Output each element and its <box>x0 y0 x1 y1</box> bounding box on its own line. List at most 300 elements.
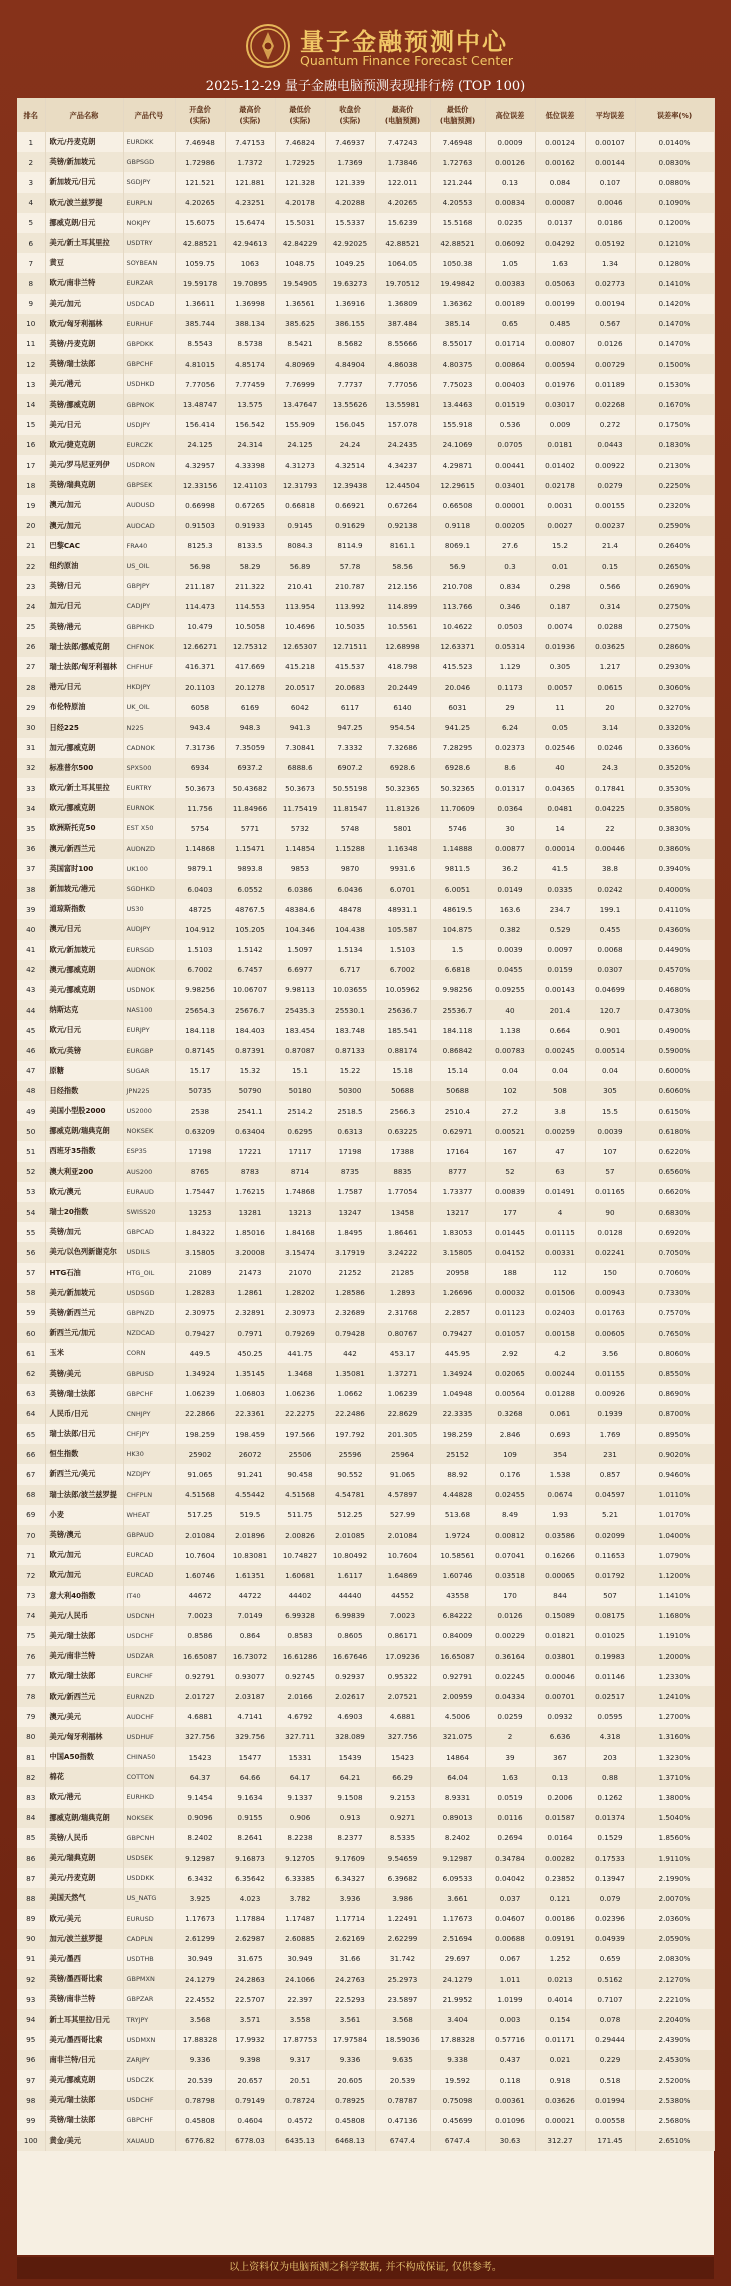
value-cell: 0.3520% <box>635 758 714 778</box>
value-cell: 0.00864 <box>485 354 535 374</box>
value-cell: 2518.5 <box>325 1101 375 1121</box>
value-cell: 6042 <box>275 697 325 717</box>
table-row <box>17 818 714 838</box>
value-cell: 0.01096 <box>485 2110 535 2130</box>
value-cell: 199.1 <box>585 899 635 919</box>
value-cell: 0.1090% <box>635 193 714 213</box>
value-cell: 6.35642 <box>225 1868 275 1888</box>
value-cell: 1.2410% <box>635 1686 714 1706</box>
value-cell: 22.5293 <box>325 1989 375 2009</box>
value-cell: 0.02065 <box>485 1363 535 1383</box>
value-cell: 4.6792 <box>275 1707 325 1727</box>
value-cell: 5801 <box>375 818 430 838</box>
product-code-cell: SUGAR <box>123 1061 175 1081</box>
value-cell: 27.6 <box>485 536 535 556</box>
value-cell: 0.834 <box>485 576 535 596</box>
value-cell: 50790 <box>225 1081 275 1101</box>
value-cell: 0.66921 <box>325 495 375 515</box>
value-cell: 15.5168 <box>430 213 485 233</box>
value-cell: 8.5738 <box>225 334 275 354</box>
value-cell: 1.84168 <box>275 1222 325 1242</box>
value-cell: 0.00729 <box>585 354 635 374</box>
product-code-cell: NZDJPY <box>123 1464 175 1484</box>
value-cell: 8.6 <box>485 758 535 778</box>
value-cell: 24.125 <box>175 435 225 455</box>
rank-cell: 1 <box>17 132 45 152</box>
value-cell: 0.92791 <box>175 1666 225 1686</box>
value-cell: 25902 <box>175 1444 225 1464</box>
value-cell: 1.36362 <box>430 294 485 314</box>
value-cell: 7.77459 <box>225 374 275 394</box>
rank-cell: 68 <box>17 1485 45 1505</box>
value-cell: 3.661 <box>430 1888 485 1908</box>
value-cell: 0.7060% <box>635 1263 714 1283</box>
product-name-cell: 英镑/人民币 <box>45 1828 123 1848</box>
value-cell: 6468.13 <box>325 2131 375 2151</box>
product-code-cell: EURSGD <box>123 940 175 960</box>
product-name-cell: 澳元/日元 <box>45 919 123 939</box>
value-cell: 1.60746 <box>430 1565 485 1585</box>
value-cell: 0.0128 <box>585 1222 635 1242</box>
value-cell: 1.73846 <box>375 152 430 172</box>
value-cell: 2.32689 <box>325 1303 375 1323</box>
product-code-cell: USDHKD <box>123 374 175 394</box>
product-code-cell: GBPHKD <box>123 617 175 637</box>
value-cell: 1.75447 <box>175 1182 225 1202</box>
value-cell: 8.5543 <box>175 334 225 354</box>
table-row <box>17 1969 714 1989</box>
product-name-cell: 日经指数 <box>45 1081 123 1101</box>
product-code-cell: JPN225 <box>123 1081 175 1101</box>
product-code-cell: CADPLN <box>123 1929 175 1949</box>
value-cell: 21.4 <box>585 536 635 556</box>
value-cell: 0.63209 <box>175 1121 225 1141</box>
rank-cell: 17 <box>17 455 45 475</box>
value-cell: 0.1939 <box>585 1404 635 1424</box>
value-cell: 0.2650% <box>635 556 714 576</box>
table-row <box>17 1868 714 1888</box>
value-cell: 0.0057 <box>535 677 585 697</box>
value-cell: 0.04 <box>585 1061 635 1081</box>
value-cell: 9.16873 <box>225 1848 275 1868</box>
value-cell: 12.71511 <box>325 637 375 657</box>
value-cell: 2.62169 <box>325 1929 375 1949</box>
value-cell: 9.17609 <box>325 1848 375 1868</box>
value-cell: 0.01189 <box>585 374 635 394</box>
value-cell: 15.2 <box>535 536 585 556</box>
column-header: 最低价 (实际) <box>275 98 325 132</box>
value-cell: 50.32365 <box>375 778 430 798</box>
column-header: 低位误差 <box>535 98 585 132</box>
value-cell: 0.6060% <box>635 1081 714 1101</box>
value-cell: 0.664 <box>535 1020 585 1040</box>
product-name-cell: 恒生指数 <box>45 1444 123 1464</box>
rank-cell: 64 <box>17 1404 45 1424</box>
value-cell: 0.4014 <box>535 1989 585 2009</box>
value-cell: 90.552 <box>325 1464 375 1484</box>
value-cell: 91.065 <box>175 1464 225 1484</box>
value-cell: 0.3060% <box>635 677 714 697</box>
value-cell: 0.298 <box>535 576 585 596</box>
value-cell: 10.74827 <box>275 1545 325 1565</box>
table-row <box>17 2110 714 2130</box>
value-cell: 0.00812 <box>485 1525 535 1545</box>
value-cell: 0.0595 <box>585 1707 635 1727</box>
value-cell: 43558 <box>430 1586 485 1606</box>
value-cell: 0.02773 <box>585 273 635 293</box>
value-cell: 948.3 <box>225 717 275 737</box>
table-row <box>17 778 714 798</box>
product-code-cell: EURCHF <box>123 1666 175 1686</box>
product-name-cell: 西班牙35指数 <box>45 1141 123 1161</box>
product-code-cell: USDCZK <box>123 2070 175 2090</box>
value-cell: 0.01936 <box>535 637 585 657</box>
value-cell: 4.318 <box>585 1727 635 1747</box>
product-code-cell: GBPJPY <box>123 576 175 596</box>
value-cell: 42.94613 <box>225 233 275 253</box>
product-code-cell: USDCAD <box>123 294 175 314</box>
value-cell: 0.6830% <box>635 1202 714 1222</box>
value-cell: 1.35081 <box>325 1363 375 1383</box>
value-cell: 0.00087 <box>535 193 585 213</box>
value-cell: 0.04225 <box>585 798 635 818</box>
value-cell: 10.58561 <box>430 1545 485 1565</box>
product-code-cell: ESP35 <box>123 1141 175 1161</box>
value-cell: 385.14 <box>430 314 485 334</box>
value-cell: 50.43682 <box>225 778 275 798</box>
product-name-cell: 瑞士法郎/挪威克朗 <box>45 637 123 657</box>
rank-cell: 10 <box>17 314 45 334</box>
value-cell: 6.34327 <box>325 1868 375 1888</box>
value-cell: 48478 <box>325 899 375 919</box>
value-cell: 0.00514 <box>585 1040 635 1060</box>
value-cell: 327.756 <box>175 1727 225 1747</box>
rank-cell: 60 <box>17 1323 45 1343</box>
rank-cell: 8 <box>17 273 45 293</box>
value-cell: 1.7369 <box>325 152 375 172</box>
product-name-cell: 英镑/南非兰特 <box>45 1989 123 2009</box>
value-cell: 0.89013 <box>430 1808 485 1828</box>
value-cell: 13.48747 <box>175 394 225 414</box>
value-cell: 0.66818 <box>275 495 325 515</box>
value-cell: 0.03801 <box>535 1646 585 1666</box>
product-code-cell: EURCAD <box>123 1545 175 1565</box>
value-cell: 1.77054 <box>375 1182 430 1202</box>
product-name-cell: 欧元/澳元 <box>45 1182 123 1202</box>
value-cell: 0.63225 <box>375 1121 430 1141</box>
product-code-cell: USDMXN <box>123 2030 175 2050</box>
table-row <box>17 1444 714 1464</box>
value-cell: 0.34784 <box>485 1848 535 1868</box>
rank-cell: 80 <box>17 1727 45 1747</box>
value-cell: 1.15288 <box>325 839 375 859</box>
value-cell: 42.92025 <box>325 233 375 253</box>
rank-cell: 6 <box>17 233 45 253</box>
value-cell: 1.06803 <box>225 1384 275 1404</box>
value-cell: 198.259 <box>175 1424 225 1444</box>
product-name-cell: 欧元/加元 <box>45 1545 123 1565</box>
value-cell: 1.93 <box>535 1505 585 1525</box>
value-cell: 9.336 <box>325 2050 375 2070</box>
product-code-cell: EURPLN <box>123 193 175 213</box>
value-cell: 48725 <box>175 899 225 919</box>
value-cell: 10.06707 <box>225 980 275 1000</box>
table-row <box>17 2090 714 2110</box>
value-cell: 17.88328 <box>430 2030 485 2050</box>
value-cell: 29 <box>485 697 535 717</box>
value-cell: 40 <box>485 1000 535 1020</box>
value-cell: 7.46948 <box>430 132 485 152</box>
value-cell: 15.22 <box>325 1061 375 1081</box>
value-cell: 4.7141 <box>225 1707 275 1727</box>
value-cell: 56.98 <box>175 556 225 576</box>
value-cell: 0.8550% <box>635 1363 714 1383</box>
value-cell: 0.02455 <box>485 1485 535 1505</box>
table-row <box>17 455 714 475</box>
value-cell: 177 <box>485 1202 535 1222</box>
value-cell: 0.0097 <box>535 940 585 960</box>
value-cell: 30 <box>485 818 535 838</box>
value-cell: 6058 <box>175 697 225 717</box>
column-header: 收盘价 (实际) <box>325 98 375 132</box>
value-cell: 3.14 <box>585 717 635 737</box>
value-cell: 0.0126 <box>585 334 635 354</box>
value-cell: 17.09236 <box>375 1646 430 1666</box>
value-cell: 6.24 <box>485 717 535 737</box>
rank-cell: 66 <box>17 1444 45 1464</box>
value-cell: 0.04334 <box>485 1686 535 1706</box>
value-cell: 6747.4 <box>375 2131 430 2151</box>
value-cell: 0.3580% <box>635 798 714 818</box>
value-cell: 1.60746 <box>175 1565 225 1585</box>
rank-cell: 92 <box>17 1969 45 1989</box>
value-cell: 2.62987 <box>225 1929 275 1949</box>
value-cell: 0.45808 <box>175 2110 225 2130</box>
rank-cell: 24 <box>17 596 45 616</box>
value-cell: 354 <box>535 1444 585 1464</box>
value-cell: 6776.82 <box>175 2131 225 2151</box>
value-cell: 8.2641 <box>225 1828 275 1848</box>
value-cell: 0.13 <box>485 172 535 192</box>
rank-cell: 23 <box>17 576 45 596</box>
value-cell: 64.37 <box>175 1767 225 1787</box>
value-cell: 1.72925 <box>275 152 325 172</box>
value-cell: 2.01896 <box>225 1525 275 1545</box>
rank-cell: 85 <box>17 1828 45 1848</box>
value-cell: 5771 <box>225 818 275 838</box>
value-cell: 3.936 <box>325 1888 375 1908</box>
value-cell: 0.01123 <box>485 1303 535 1323</box>
value-cell: 0.4572 <box>275 2110 325 2130</box>
value-cell: 0.00361 <box>485 2090 535 2110</box>
value-cell: 0.9271 <box>375 1808 430 1828</box>
value-cell: 4.6881 <box>175 1707 225 1727</box>
value-cell: 6169 <box>225 697 275 717</box>
value-cell: 0.05 <box>535 717 585 737</box>
value-cell: 415.218 <box>275 657 325 677</box>
value-cell: 48619.5 <box>430 899 485 919</box>
value-cell: 18.59036 <box>375 2030 430 2050</box>
brand-name-en: Quantum Finance Forecast Center <box>300 53 514 68</box>
value-cell: 10.479 <box>175 617 225 637</box>
value-cell: 8765 <box>175 1162 225 1182</box>
value-cell: 0.04042 <box>485 1868 535 1888</box>
value-cell: 0.437 <box>485 2050 535 2070</box>
value-cell: 0.9460% <box>635 1464 714 1484</box>
value-cell: 327.756 <box>375 1727 430 1747</box>
table-row <box>17 1707 714 1727</box>
rank-cell: 79 <box>17 1707 45 1727</box>
rank-cell: 59 <box>17 1303 45 1323</box>
value-cell: 8.2402 <box>430 1828 485 1848</box>
product-name-cell: 欧元/美元 <box>45 1909 123 1929</box>
value-cell: 3.404 <box>430 2009 485 2029</box>
value-cell: 0.00877 <box>485 839 535 859</box>
value-cell: 6.99839 <box>325 1606 375 1626</box>
value-cell: 14864 <box>430 1747 485 1767</box>
value-cell: 0.01994 <box>585 2090 635 2110</box>
value-cell: 8114.9 <box>325 536 375 556</box>
value-cell: 0.03626 <box>535 2090 585 2110</box>
value-cell: 0.229 <box>585 2050 635 2070</box>
value-cell: 198.459 <box>225 1424 275 1444</box>
value-cell: 3.561 <box>325 2009 375 2029</box>
value-cell: 25536.7 <box>430 1000 485 1020</box>
product-name-cell: 英镑/新加坡元 <box>45 152 123 172</box>
value-cell: 0.1200% <box>635 213 714 233</box>
value-cell: 21285 <box>375 1263 430 1283</box>
value-cell: 0.79427 <box>430 1323 485 1343</box>
value-cell: 0.0481 <box>535 798 585 818</box>
value-cell: 11.84966 <box>225 798 275 818</box>
value-cell: 1.129 <box>485 657 535 677</box>
value-cell: 157.078 <box>375 415 430 435</box>
value-cell: 0.8586 <box>175 1626 225 1646</box>
value-cell: 0.00783 <box>485 1040 535 1060</box>
value-cell: 1.74868 <box>275 1182 325 1202</box>
value-cell: 167 <box>485 1141 535 1161</box>
table-row <box>17 374 714 394</box>
value-cell: 19.63273 <box>325 273 375 293</box>
value-cell: 4.2 <box>535 1343 585 1363</box>
value-cell: 150 <box>585 1263 635 1283</box>
value-cell: 16.73072 <box>225 1646 275 1666</box>
table-row <box>17 1929 714 1949</box>
product-code-cell: SWISS20 <box>123 1202 175 1222</box>
product-name-cell: 瑞士法郎/波兰兹罗提 <box>45 1485 123 1505</box>
column-header: 最高价 (电脑预测) <box>375 98 430 132</box>
rank-cell: 43 <box>17 980 45 1000</box>
product-code-cell: CADJPY <box>123 596 175 616</box>
value-cell: 22 <box>585 818 635 838</box>
value-cell: 0.04 <box>535 1061 585 1081</box>
value-cell: 0.02546 <box>535 738 585 758</box>
table-row <box>17 2009 714 2029</box>
value-cell: 104.438 <box>325 919 375 939</box>
value-cell: 11.81547 <box>325 798 375 818</box>
value-cell: 1.64869 <box>375 1565 430 1585</box>
value-cell: 0.9145 <box>275 516 325 536</box>
value-cell: 2.01085 <box>325 1525 375 1545</box>
value-cell: 6.39682 <box>375 1868 430 1888</box>
value-cell: 6435.13 <box>275 2131 325 2151</box>
value-cell: 4.32957 <box>175 455 225 475</box>
value-cell: 58.56 <box>375 556 430 576</box>
product-name-cell: 小麦 <box>45 1505 123 1525</box>
value-cell: 6140 <box>375 697 430 717</box>
product-code-cell: CHFHUF <box>123 657 175 677</box>
rank-cell: 73 <box>17 1586 45 1606</box>
value-cell: 0.154 <box>535 2009 585 2029</box>
table-row <box>17 1888 714 1908</box>
value-cell: 6.7002 <box>175 960 225 980</box>
product-code-cell: GBPCHF <box>123 354 175 374</box>
value-cell: 102 <box>485 1081 535 1101</box>
value-cell: 6.33385 <box>275 1868 325 1888</box>
value-cell: 2.1270% <box>635 1969 714 1989</box>
value-cell: 0.08175 <box>585 1606 635 1626</box>
value-cell: 0.78724 <box>275 2090 325 2110</box>
rank-cell: 97 <box>17 2070 45 2090</box>
value-cell: 2.5200% <box>635 2070 714 2090</box>
product-code-cell: NAS100 <box>123 1000 175 1020</box>
product-name-cell: 挪威克朗/日元 <box>45 213 123 233</box>
value-cell: 104.875 <box>430 919 485 939</box>
value-cell: 1.5103 <box>375 940 430 960</box>
value-cell: 112 <box>535 1263 585 1283</box>
value-cell: 1.28202 <box>275 1283 325 1303</box>
value-cell: 7.30841 <box>275 738 325 758</box>
product-code-cell: USDTRY <box>123 233 175 253</box>
value-cell: 0.0615 <box>585 677 635 697</box>
value-cell: 0.0443 <box>585 435 635 455</box>
value-cell: 0.2250% <box>635 475 714 495</box>
value-cell: 20.0517 <box>275 677 325 697</box>
value-cell: 0.02241 <box>585 1242 635 1262</box>
product-name-cell: 纳斯达克 <box>45 1000 123 1020</box>
value-cell: 122.011 <box>375 172 430 192</box>
value-cell: 4.84904 <box>325 354 375 374</box>
value-cell: 0.00383 <box>485 273 535 293</box>
rank-cell: 39 <box>17 899 45 919</box>
value-cell: 4.54781 <box>325 1485 375 1505</box>
value-cell: 17.9932 <box>225 2030 275 2050</box>
product-name-cell: 美元/以色列新谢克尔 <box>45 1242 123 1262</box>
table-row <box>17 1404 714 1424</box>
product-code-cell: AUDNOK <box>123 960 175 980</box>
value-cell: 0.1530% <box>635 374 714 394</box>
value-cell: 0.4490% <box>635 940 714 960</box>
value-cell: 0.6313 <box>325 1121 375 1141</box>
value-cell: 9.1337 <box>275 1787 325 1807</box>
rank-cell: 98 <box>17 2090 45 2110</box>
product-code-cell: AUDCAD <box>123 516 175 536</box>
value-cell: 0.01763 <box>585 1303 635 1323</box>
value-cell: 0.8690% <box>635 1384 714 1404</box>
value-cell: 4.20288 <box>325 193 375 213</box>
value-cell: 1.7587 <box>325 1182 375 1202</box>
value-cell: 6.0701 <box>375 879 430 899</box>
value-cell: 2.31768 <box>375 1303 430 1323</box>
product-name-cell: 美元/加元 <box>45 294 123 314</box>
product-name-cell: 欧元/新西兰元 <box>45 1686 123 1706</box>
value-cell: 0.0307 <box>585 960 635 980</box>
value-cell: 4.023 <box>225 1888 275 1908</box>
value-cell: 121.339 <box>325 172 375 192</box>
value-cell: 1.1910% <box>635 1626 714 1646</box>
value-cell: 0.04152 <box>485 1242 535 1262</box>
value-cell: 11.75419 <box>275 798 325 818</box>
